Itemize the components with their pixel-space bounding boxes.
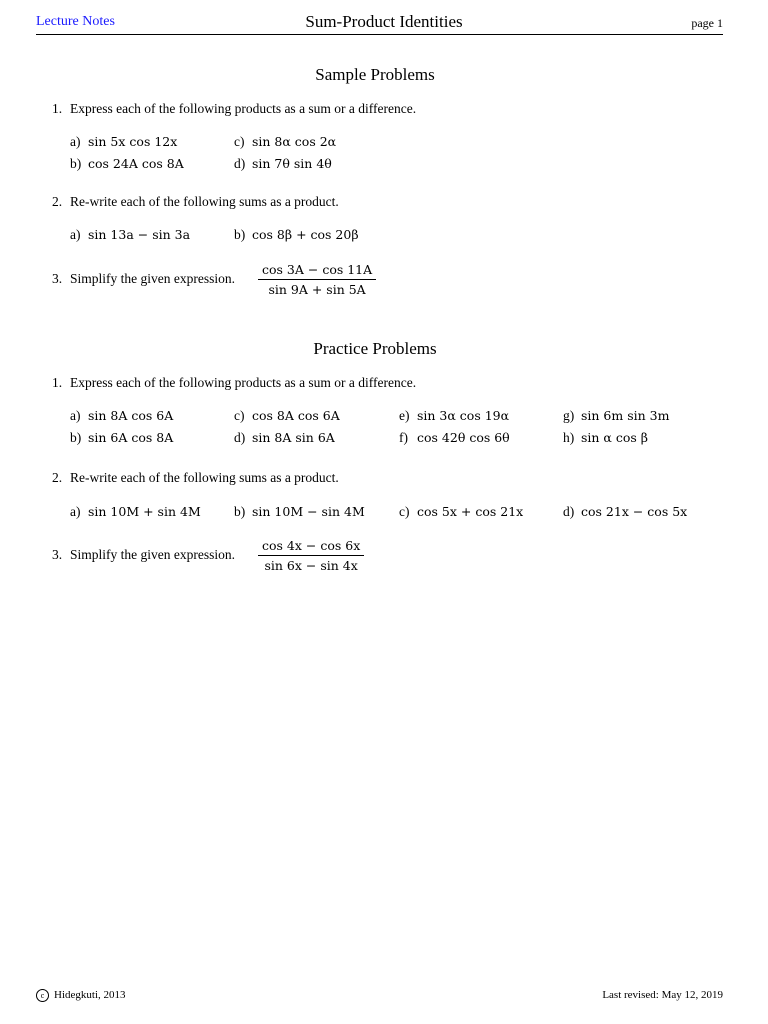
item-expression: sin α cos β — [581, 430, 648, 445]
item-label: a) — [70, 504, 81, 519]
item-expression: sin 7θ sin 4θ — [252, 156, 332, 171]
page-number: page 1 — [691, 16, 723, 30]
item-label: h) — [563, 430, 575, 445]
item-label: d) — [234, 156, 246, 171]
exercise-item — [234, 227, 359, 243]
exercise-item — [399, 430, 510, 446]
header-divider — [36, 34, 723, 35]
practice-p1-row-1 — [0, 408, 768, 428]
item-label: a) — [70, 134, 81, 149]
item-expression: cos 24A cos 8A — [88, 156, 184, 171]
footer-revised: Last revised: May 12, 2019 — [602, 989, 723, 1001]
problem-number: 3. — [52, 271, 63, 286]
exercise-item — [563, 408, 669, 424]
item-expression: sin 5x cos 12x — [88, 134, 178, 149]
fraction-numerator: cos 4x − cos 6x — [258, 538, 364, 556]
sample-problem-3 — [52, 271, 235, 287]
header-course-label: Lecture Notes — [36, 14, 115, 29]
exercise-item — [70, 227, 190, 243]
exercise-item — [70, 504, 201, 520]
item-expression: sin 3α cos 19α — [417, 408, 510, 423]
item-label: c) — [399, 504, 410, 519]
sample-problem-2 — [52, 194, 339, 210]
exercise-item — [234, 134, 336, 150]
exercise-item — [234, 504, 365, 520]
problem-text: Simplify the given expression. — [70, 547, 235, 562]
sample-problem-1 — [52, 101, 416, 117]
item-expression: sin 10M + sin 4M — [88, 504, 201, 519]
item-expression: sin 6A cos 8A — [88, 430, 174, 445]
item-expression: sin 8A sin 6A — [252, 430, 335, 445]
practice-problem-2 — [52, 470, 339, 486]
footer-copyright — [36, 989, 126, 1002]
sample-fraction — [258, 262, 376, 297]
item-label: f) — [399, 430, 408, 445]
problem-number: 1. — [52, 101, 63, 116]
exercise-item — [234, 408, 340, 424]
footer-author: Hidegkuti, 2013 — [54, 989, 126, 1002]
item-label: c) — [234, 408, 245, 423]
item-label: b) — [234, 227, 246, 242]
item-expression: cos 8A cos 6A — [252, 408, 340, 423]
item-label: c) — [234, 134, 245, 149]
item-label: e) — [399, 408, 410, 423]
item-label: d) — [563, 504, 575, 519]
problem-text: Express each of the following products as a sum or a difference. — [70, 375, 417, 390]
problem-number: 3. — [52, 547, 63, 562]
item-expression: sin 6m sin 3m — [581, 408, 670, 423]
page-title: Sum-Product Identities — [305, 12, 463, 31]
exercise-item — [234, 156, 332, 172]
item-expression: sin 8A cos 6A — [88, 408, 174, 423]
problem-number: 2. — [52, 194, 63, 209]
fraction-denominator: sin 9A + sin 5A — [268, 282, 366, 297]
problem-text: Re-write each of the following sums as a product. — [70, 470, 339, 485]
exercise-item — [399, 504, 523, 520]
problem-number: 1. — [52, 375, 63, 390]
exercise-item — [70, 408, 173, 424]
exercise-item — [70, 156, 184, 172]
exercise-item — [70, 430, 173, 446]
item-expression: sin 13a − sin 3a — [88, 227, 191, 242]
fraction-numerator: cos 3A − cos 11A — [258, 262, 376, 280]
problem-text: Re-write each of the following sums as a product. — [70, 194, 339, 209]
item-expression: cos 42θ cos 6θ — [417, 430, 510, 445]
item-expression: sin 8α cos 2α — [252, 134, 337, 149]
item-expression: sin 10M − sin 4M — [252, 504, 365, 519]
exercise-item — [399, 408, 509, 424]
problem-number: 2. — [52, 470, 63, 485]
item-expression: cos 5x + cos 21x — [417, 504, 524, 519]
item-label: b) — [234, 504, 246, 519]
item-label: a) — [70, 227, 81, 242]
sample-section-title: Sample Problems — [315, 65, 435, 84]
copyright-icon: c — [36, 989, 49, 1002]
practice-problem-1 — [52, 375, 416, 391]
item-label: a) — [70, 408, 81, 423]
exercise-item — [563, 430, 648, 446]
problem-text: Simplify the given expression. — [70, 271, 235, 286]
practice-section-title: Practice Problems — [313, 339, 437, 358]
sample-p2-row-1 — [0, 227, 768, 247]
sample-p1-row-2 — [0, 156, 768, 176]
fraction-denominator: sin 6x − sin 4x — [264, 558, 358, 573]
item-label: b) — [70, 156, 82, 171]
item-label: b) — [70, 430, 82, 445]
practice-fraction — [258, 538, 364, 573]
item-expression: cos 21x − cos 5x — [581, 504, 688, 519]
practice-p1-row-2 — [0, 430, 768, 450]
exercise-item — [234, 430, 335, 446]
exercise-item — [70, 134, 177, 150]
item-label: g) — [563, 408, 575, 423]
item-expression: cos 8β + cos 20β — [252, 227, 359, 242]
practice-p2-row-1 — [0, 504, 768, 524]
practice-problem-3 — [52, 547, 235, 563]
item-label: d) — [234, 430, 246, 445]
problem-text: Express each of the following products as a sum or a difference. — [70, 101, 417, 116]
sample-p1-row-1 — [0, 134, 768, 154]
exercise-item — [563, 504, 687, 520]
